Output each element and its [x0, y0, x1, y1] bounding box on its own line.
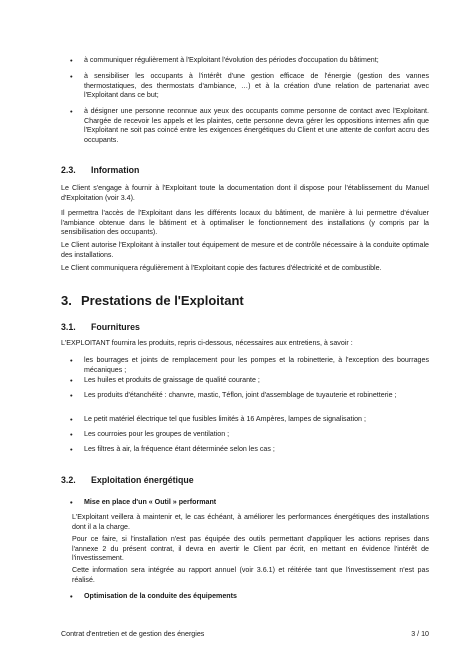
paragraph: Cette information sera intégrée au rapport annuel (voir 3.6.1) et réitérée tant que l'investissement n'est pas réalisé.	[72, 566, 429, 584]
page-number: 3 / 10	[411, 630, 429, 638]
subsection-heading: • Mise en place d'un « Outil » performant	[84, 498, 429, 508]
section-heading-3-1	[61, 322, 140, 333]
list-item: • Les produits d'étanchéité : chanvre, mastic, Téflon, joint d'assemblage de tuyauterie et robinetterie ;	[84, 391, 429, 401]
chapter-number: 3.	[61, 293, 72, 308]
list-item: • Les filtres à air, la fréquence étant déterminée selon les cas ;	[84, 445, 429, 455]
section-number: 3.1.	[61, 322, 76, 332]
list-item: • à sensibiliser les occupants à l'intérêt d'une gestion efficace de l'énergie (gestion des vannes thermostatiques, des thermostats d'ambiance, …) et à la création d'une relation de partenariat avec l'Exploitant dans ce but;	[84, 72, 429, 101]
list-item: • à désigner une personne reconnue aux yeux des occupants comme personne de contact avec l'Exploitant. Chargée de recevoir les appels et les plaintes, cette personne devra gérer les oppositions internes afin que l'Exploitant ne soit pas coincé entre les exigences énergétiques du Client et une attente de confort accru des occupants.	[84, 107, 429, 145]
paragraph: Le Client communiquera régulièrement à l'Exploitant copie des factures d'électricité et de combustible.	[61, 264, 382, 272]
subsection-heading: • Optimisation de la conduite des équipements	[84, 592, 429, 602]
list-item: • à communiquer régulièrement à l'Exploitant l'évolution des périodes d'occupation du bâtiment;	[84, 56, 429, 66]
paragraph: Pour ce faire, si l'installation n'est pas équipée des outils permettant d'appliquer les actions reprises dans l'annexe 2 du présent contrat, il devra en avertir le Client par écrit, en mettant en évidence l'intérêt de l'investissement.	[72, 535, 429, 562]
list-item: • les bourrages et joints de remplacement pour les pompes et la robinetterie, à l'exception des bourrages mécaniques ;	[84, 356, 429, 375]
section-heading-3-2	[61, 475, 194, 486]
paragraph: Il permettra l'accès de l'Exploitant dans les différents locaux du bâtiment, de manière à lui permettre d'évaluer l'ambiance obtenue dans le bâtiment et à optimaliser le fonctionnement des installations (y compris par la sensibilisation des occupants).	[61, 209, 429, 236]
section-heading-2-3	[61, 165, 139, 176]
section-number: 2.3.	[61, 165, 76, 175]
paragraph: L'Exploitant veillera à maintenir et, le cas échéant, à améliorer les performances énergétiques des installations dont il a la charge.	[72, 513, 429, 531]
chapter-heading-3	[61, 293, 244, 309]
footer-title: Contrat d'entretien et de gestion des énergies	[61, 630, 205, 638]
chapter-title: Prestations de l'Exploitant	[81, 293, 244, 308]
page-footer	[61, 630, 429, 639]
section-title: Information	[91, 165, 140, 175]
list-item: • Les courroies pour les groupes de ventilation ;	[84, 430, 429, 440]
section-title: Fournitures	[91, 322, 140, 332]
section-title: Exploitation énergétique	[91, 475, 194, 485]
list-item: • Les huiles et produits de graissage de qualité courante ;	[84, 376, 429, 386]
paragraph: L'EXPLOITANT fournira les produits, repris ci-dessous, nécessaires aux entretiens, à savoir :	[61, 339, 353, 347]
list-item: • Le petit matériel électrique tel que fusibles limités à 16 Ampères, lampes de signalisation ;	[84, 415, 429, 425]
paragraph: Le Client s'engage à fournir à l'Exploitant toute la documentation dont il dispose pour l'établissement du Manuel d'Exploitation (voir 3.4).	[61, 184, 429, 202]
section-number: 3.2.	[61, 475, 76, 485]
paragraph: Le Client autorise l'Exploitant à installer tout équipement de mesure et de contrôle nécessaire à la conduite optimale des installations.	[61, 241, 429, 259]
